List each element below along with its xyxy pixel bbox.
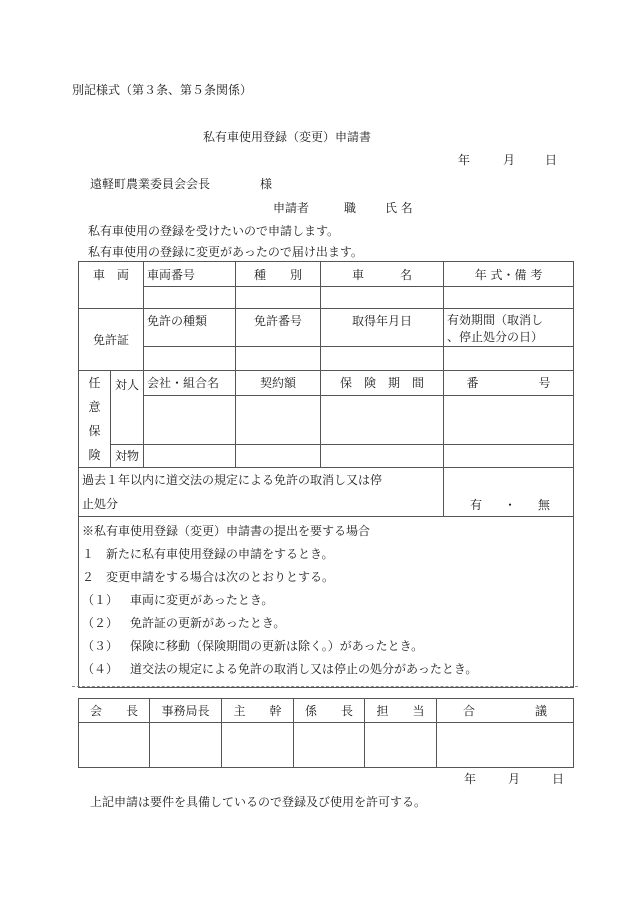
property-number-cell[interactable] [444, 444, 574, 468]
violation-separator: ・ [504, 498, 517, 512]
form-title: 私有車使用登録（変更）申請書 [203, 130, 372, 144]
vehicle-label: 車 両 [79, 262, 144, 309]
approval-consultation-seal[interactable] [437, 723, 574, 768]
vehicle-type-header: 種 別 [236, 262, 321, 287]
vehicle-name-cell[interactable] [321, 287, 444, 309]
property-insurer-cell[interactable] [144, 444, 236, 468]
name-label: 氏名 [385, 201, 417, 215]
approval-secretary-header: 事務局長 [150, 699, 222, 723]
approval-chairman-header: 会 長 [79, 699, 150, 723]
license-number-cell[interactable] [236, 347, 321, 371]
validity-header: 有効期間（取消し 、停止処分の日） [444, 309, 574, 347]
honorific: 様 [260, 177, 273, 191]
addressee: 遠軽町農業委員会会長 [90, 177, 211, 191]
vehicle-type-cell[interactable] [236, 287, 321, 309]
application-table [78, 261, 574, 688]
violation-question: 過去１年以内に道交法の規定による免許の取消し又は停 止処分 [79, 468, 444, 517]
validity-cell[interactable] [444, 347, 574, 371]
license-type-cell[interactable] [144, 347, 236, 371]
notes-section [79, 517, 574, 688]
date-month: 月 [503, 153, 516, 167]
insurer-name-cell[interactable] [144, 395, 236, 444]
approval-chief-header: 主 幹 [222, 699, 294, 723]
footer-date-day: 日 [552, 772, 565, 786]
cut-line [72, 686, 578, 687]
application-statement: 私有車使用の登録を受けたいので申請します。 [88, 224, 340, 238]
footer-date-month: 月 [508, 772, 521, 786]
policy-number-cell[interactable] [444, 395, 574, 444]
vehicle-number-cell[interactable] [144, 287, 236, 309]
policy-number-header: 番 号 [444, 371, 574, 396]
approval-staff-seal[interactable] [365, 723, 437, 768]
property-damage-label: 対物 [111, 444, 144, 468]
violation-answer[interactable] [444, 468, 574, 517]
voluntary-insurance-label: 任 意 保 険 [79, 371, 111, 468]
footer-date-year: 年 [464, 772, 477, 786]
date-year: 年 [458, 153, 471, 167]
vehicle-number-header: 車両番号 [144, 262, 236, 287]
approval-staff-header: 担 当 [365, 699, 437, 723]
approval-secretary-seal[interactable] [150, 723, 222, 768]
approval-chairman-seal[interactable] [79, 723, 150, 768]
approval-table [78, 698, 574, 768]
approval-consultation-header: 合 議 [437, 699, 574, 723]
approval-chief-seal[interactable] [222, 723, 294, 768]
insurance-period-header: 保 険 期 間 [321, 371, 444, 396]
change-statement: 私有車使用の登録に変更があったので届け出ます。 [88, 245, 363, 259]
approval-section-head-seal[interactable] [294, 723, 365, 768]
position-label: 職 [344, 201, 357, 215]
permit-statement: 上記申請は要件を具備しているので登録及び使用を許可する。 [90, 795, 427, 809]
violation-yes[interactable]: 有 [469, 498, 482, 512]
contract-amount-header: 契約額 [236, 371, 321, 396]
notes-item-1: １ 新たに私有車使用登録の申請をするとき。 [82, 547, 334, 561]
notes-sub-4: （４） 道交法の規定による免許の取消し又は停止の処分があったとき。 [82, 662, 478, 676]
property-amount-cell[interactable] [236, 444, 321, 468]
notes-sub-1: （１） 車両に変更があったとき。 [82, 593, 274, 607]
vehicle-name-header: 車 名 [321, 262, 444, 287]
insurer-name-header: 会社・組合名 [144, 371, 236, 396]
violation-no[interactable]: 無 [538, 498, 551, 512]
contract-amount-cell[interactable] [236, 395, 321, 444]
applicant-label: 申請者 [273, 201, 310, 215]
notes-heading: ※私有車使用登録（変更）申請書の提出を要する場合 [82, 524, 371, 538]
personal-liability-label: 対人 [111, 371, 144, 445]
vehicle-year-header: 年 式・備 考 [444, 262, 574, 287]
approval-section-head-header: 係 長 [294, 699, 365, 723]
license-number-header: 免許番号 [236, 309, 321, 347]
property-period-cell[interactable] [321, 444, 444, 468]
acquired-date-header: 取得年月日 [321, 309, 444, 347]
insurance-period-cell[interactable] [321, 395, 444, 444]
acquired-date-cell[interactable] [321, 347, 444, 371]
date-day: 日 [545, 153, 558, 167]
form-reference: 別記様式（第３条、第５条関係） [72, 83, 253, 97]
notes-sub-2: （２） 免許証の更新があったとき。 [82, 616, 286, 630]
notes-sub-3: （３） 保険に移動（保険期間の更新は除く。）があったとき。 [82, 639, 424, 653]
vehicle-year-cell[interactable] [444, 287, 574, 309]
notes-item-2: ２ 変更申請をする場合は次のとおりとする。 [82, 570, 335, 584]
license-type-header: 免許の種類 [144, 309, 236, 347]
license-label: 免許証 [79, 309, 144, 371]
